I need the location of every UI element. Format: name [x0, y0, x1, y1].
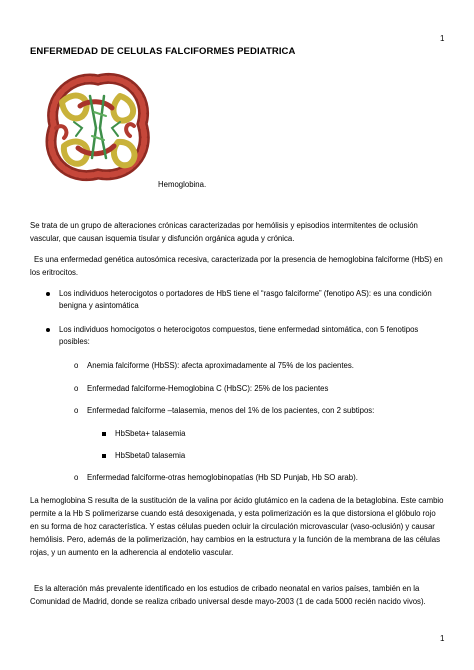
sub-bullet-text: Enfermedad falciforme-otras hemoglobinopatías (Hb SD Punjab, Hb SO arab).: [87, 473, 358, 482]
bullet-marker: [46, 328, 50, 332]
bullet-text: Los individuos homocigotos o heterocigotos compuestos, tiene enfermedad sintomática, con 5 fenotipos posibles:: [59, 325, 419, 346]
square-marker: [102, 432, 106, 436]
hemoglobin-structure-icon: [34, 66, 158, 186]
document-title: ENFERMEDAD DE CELULAS FALCIFORMES PEDIATRICA: [30, 46, 296, 57]
hemoglobin-figure: [34, 66, 158, 186]
sub-bullet-text: Enfermedad falciforme –talasemia, menos del 1% de los pacientes, con 2 subtipos:: [87, 406, 375, 415]
paragraph-1: Se trata de un grupo de alteraciones crónicas caracterizadas por hemólisis y episodios intermitentes de oclusión vascular, que causan isquemia tisular y disfunción orgánica aguda y crónica.: [30, 221, 418, 243]
page-number-top: 1: [440, 34, 445, 43]
paragraph-2: Es una enfermedad genética autosómica recesiva, caracterizada por la presencia de hemoglobina falciforme (HbS) en los eritrocitos.: [30, 255, 443, 277]
bullet-text: Los individuos heterocigotos o portadores de HbS tiene el “rasgo falciforme” (fenotipo AS): es una condición benigna y asintomática: [59, 289, 432, 310]
page-number-bottom: 1: [440, 634, 445, 643]
sub-sub-bullet-text: HbSbeta0 talasemia: [115, 451, 186, 460]
sub-bullet-text: Enfermedad falciforme-Hemoglobina C (HbSC): 25% de los pacientes: [87, 384, 329, 393]
figure-caption: Hemoglobina.: [158, 180, 207, 189]
sub-bullet-text: Anemia falciforme (HbSS): afecta aproximadamente al 75% de los pacientes.: [87, 361, 354, 370]
circle-marker: o: [74, 473, 79, 482]
bullet-marker: [46, 292, 50, 296]
square-marker: [102, 454, 106, 458]
paragraph-3: La hemoglobina S resulta de la sustitución de la valina por ácido glutámico en la cadena de la betaglobina. Este cambio permite a la Hb S polimerizarse cuando está desoxigenada, y esta polimerización es la que distorsiona el glóbulo rojo en su forma de hoz característica. Y estas células pueden ocluir la circulación microvascular (vaso-oclusión) y causar hemólisis. Pero, además de la polimerización, hay cambios en la estructura y la función de la membrana de las células rojas, y un aumento en la adherencia al endotelio vascular.: [30, 496, 444, 557]
paragraph-4: Es la alteración más prevalente identificado en los estudios de cribado neonatal en varios países, también en la Comunidad de Madrid, donde se realiza cribado universal desde mayo-2003 (1 de cada 5000 recién nacido vivos).: [30, 584, 426, 606]
circle-marker: o: [74, 384, 79, 393]
circle-marker: o: [74, 361, 79, 370]
circle-marker: o: [74, 406, 79, 415]
sub-sub-bullet-text: HbSbeta+ talasemia: [115, 429, 186, 438]
